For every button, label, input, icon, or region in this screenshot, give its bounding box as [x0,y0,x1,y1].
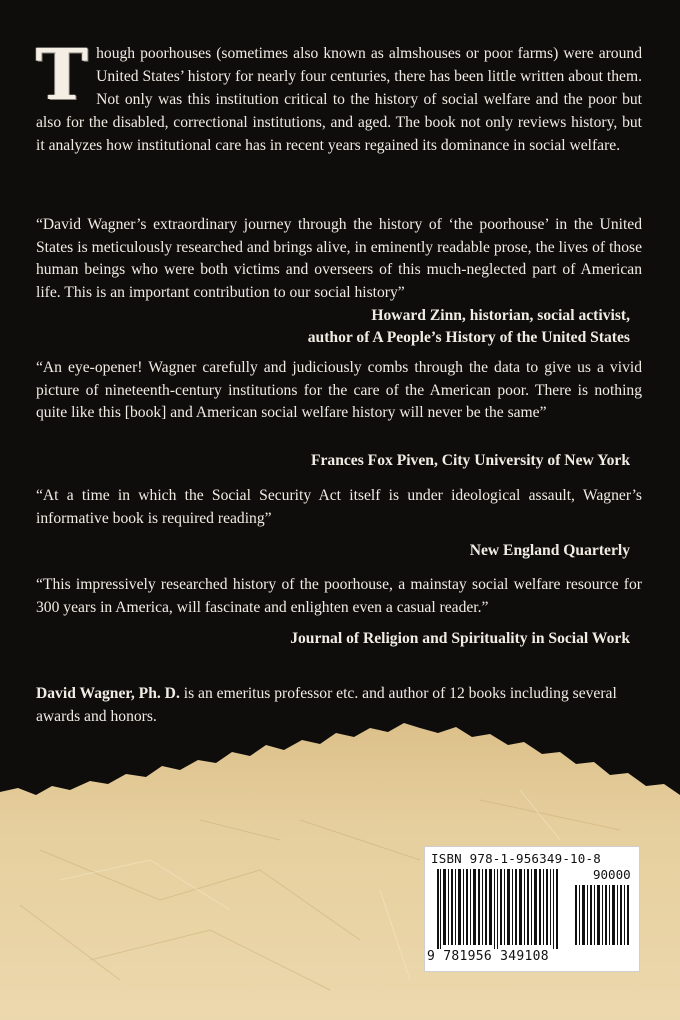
isbn-label: ISBN 978-1-956349-10-8 [431,851,601,866]
author-bio-text: is an emeritus professor etc. and author of 12 books including several awards and honors. [36,685,617,725]
attribution-zinn-line1: Howard Zinn, historian, social activist, [371,307,630,324]
price-code: 90000 [593,867,631,882]
isbn-barcode [424,846,640,972]
attribution-neq: New England Quarterly [469,542,630,559]
review-quote-piven: “An eye-opener! Wagner carefully and judiciously combs through the data to give us a vivid picture of nineteenth-century institutions for the care of the American poor. There is nothing quite like this [book] and American social welfare history will never be the same” [36,359,642,421]
review-quote-neq: “At a time in which the Social Security Act itself is under ideological assault, Wagner’s informative book is required reading” [36,487,642,527]
drop-cap: T [36,33,89,116]
author-name: David Wagner, Ph. D. [36,685,180,702]
attribution-journal: Journal of Religion and Spirituality in Social Work [290,630,630,647]
review-quote-zinn: “David Wagner’s extraordinary journey through the history of ‘the poorhouse’ in the United States is meticulously researched and brings alive, in eminently readable prose, the lives of those human beings who were both victims and overseers of this much-neglected part of American life. This is an important contribution to our social history” [36,216,642,301]
review-quote-journal: “This impressively researched history of the poorhouse, a mainstay social welfare resource for 300 years in America, will fascinate and enlighten even a casual reader.” [36,576,642,616]
description-text: hough poorhouses (sometimes also known as almshouses or poor farms) were around United States’ history for nearly four centuries, there has been little written about them. Not only was this institution critical to the history of social welfare and the poor but also for the disabled, correctional institutions, and aged. The book not only reviews history, but it analyzes how institutional care has in recent years regained its dominance in social welfare. [36,45,642,154]
barcode-digits: 9 781956 349108 [427,949,549,964]
attribution-piven: Frances Fox Piven, City University of New York [310,452,630,469]
attribution-zinn-line2: author of A People’s History of the United States [307,329,630,346]
